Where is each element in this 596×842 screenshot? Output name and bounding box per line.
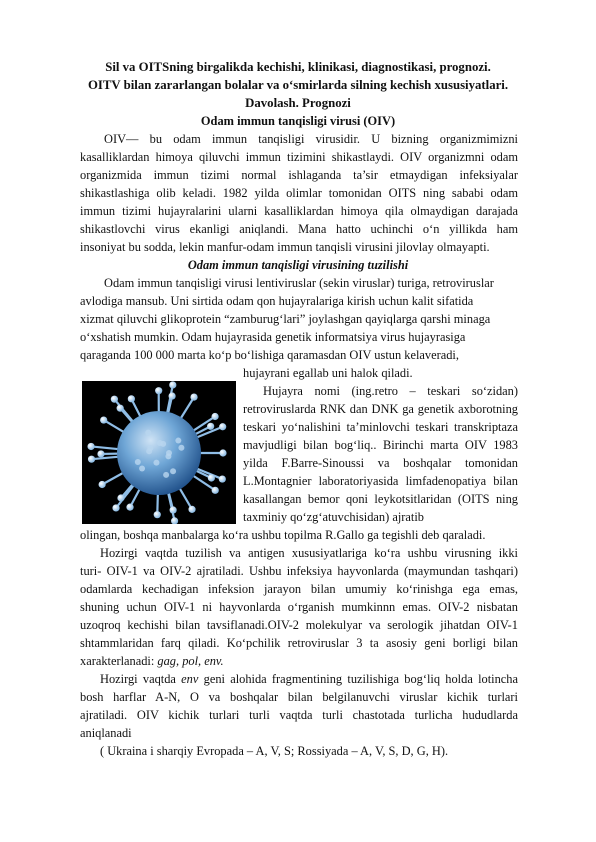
paragraph-line: hujayrani egallab uni halok qiladi. [243,366,413,380]
gene-names: gag, pol, env. [157,654,224,668]
paragraph-line: organizmida immun tizimi normal ishlaganda ta’sir etmaydigan infeksiyalar [80,168,518,182]
paragraph-line: shtammlaridan farq qiladi. Ko‘pchilik retroviruslar 3 ta asosiy geni borligi bilan [80,636,518,650]
paragraph-line: turi- OIV-1 va OIV-2 ajratiladi. Ushbu infeksiya hayvonlarda (maymundan tashqari) [80,564,518,578]
paragraph-line: Odam immun tanqisligi virusi lentiviruslar (sekin viruslar) turiga, retroviruslar [104,276,494,290]
virus-illustration-svg [82,381,236,524]
paragraph-line: ( Ukraina i sharqiy Evropada – A, V, S; Rossiyada – A, V, S, D, G, H). [100,744,449,758]
paragraph-line: immun tizimi hujayralarini ularni kasalliklardan himoya qila olmaydigan darajada [80,204,518,218]
paragraph-line: shikastlovchi virus ekanligi aniqlandi. Mana hatto uchinchi o‘n yillikda ham [80,222,518,236]
paragraph-line: shikastlashiga olib keladi. 1982 yilda olimlar tomonidan OITS ning sababi odam [80,186,518,200]
paragraph-line: teskari yo‘nalishini ta’minlovchi teskari transkriptaza [243,420,518,434]
title-line-2: OITV bilan zararlangan bolalar va o‘smirlarda silning kechish xususiyatlari. [87,78,509,92]
paragraph-line: kasalliklardan himoya qiluvchi immun tizimini shikastlaydi. OIV organizmni odam [80,150,518,164]
paragraph-line: shuning uchun OIV-1 ni hayvonlarda o‘rganish mumkinnn emas. OIV-2 nisbatan [80,600,518,614]
paragraph-line: Hujayra nomi (ing.retro – teskari so‘zidan) [263,384,518,398]
paragraph-line: olingan, boshqa manbalarga ko‘ra ushbu topilma R.Gallo ga tegishli deb qaraladi. [80,528,486,542]
paragraph-line: L.Montagnier laboratoriyasida limfadenopatiya bilan [243,474,518,488]
text-run: Hozirgi vaqtda [100,672,182,686]
paragraph-line: yilda F.Barre-Sinoussi va boshqalar tomonidan [243,456,518,470]
title-line-1: Sil va OITSning birgalikda kechishi, klinikasi, diagnostikasi, prognozi. [105,60,491,74]
paragraph-line: avlodiga mansub. Uni sirtida odam qon hujayralariga kirish uchun kalit sifatida [80,294,474,308]
paragraph-line: insoniyat bu sodda, lekin manfur-odam immun tanqisli virusini jilovlay olmayapti. [80,240,490,254]
paragraph-line: taxminiy qo‘zg‘atuvchisidan) ajratib [243,510,424,524]
paragraph-line: uzoqroq kechishi bilan tavsiflanadi.OIV-2 molekulyar va serologik jihatdan OIV-1 [80,618,518,632]
paragraph-line: aniqlanadi [80,726,132,740]
paragraph-line: odamlarda kechadigan infeksion jarayon bilan umumiy ko‘rinishga ega emas, [80,582,518,596]
text-run: geni alohida fragmentining tuzilishiga bog‘liq holda lotincha [198,672,518,686]
paragraph-line: xizmat qiluvchi glikoprotein “zamburug‘lari” joylashgan qayiqlarga qarshi minaga [80,312,491,326]
text-run: xarakterlanadi: [80,654,158,668]
paragraph-line: Hozirgi vaqtda tuzilish va antigen xususiyatlariga ko‘ra ushbu virusning ikki [100,546,518,560]
paragraph-line: o‘xshatish mumkin. Odam hujayrasida genetik informatsiya virus hujayrasiga [80,330,466,344]
paragraph-line: qaraganda 100 000 marta ko‘p bo‘lishiga qaramasdan OIV ustun kelaveradi, [80,348,459,362]
paragraph-line: ajratiladi. OIV kichik turlari turli vaqtda turli chastotada turlicha hududlarda [80,708,518,722]
paragraph-line: mavjudligi bilan bog‘liq.. Birinchi marta OIV 1983 [243,438,518,452]
paragraph-line [100,671,518,687]
virus-illustration [82,381,236,524]
paragraph-line: OIV— bu odam immun tanqisligi virusidir. U bizning organizmimizni [104,132,518,146]
paragraph-line: retroviruslarda RNK dan DNK ga genetik axborotning [243,402,518,416]
section-heading-oiv: Odam immun tanqisligi virusi (OIV) [200,114,396,128]
gene-name-env: env [181,672,199,686]
section-heading-structure: Odam immun tanqisligi virusining tuzilishi [187,258,409,272]
title-line-3: Davolash. Prognozi [245,96,351,110]
paragraph-line [80,653,224,669]
paragraph-line: bosh harflar A-N, O va boshqalar bilan belgilanuvchi viruslar kichik turlari [80,690,518,704]
paragraph-line: kasallangan bemor qoni leykotsitlaridan (OITS ning [243,492,518,506]
